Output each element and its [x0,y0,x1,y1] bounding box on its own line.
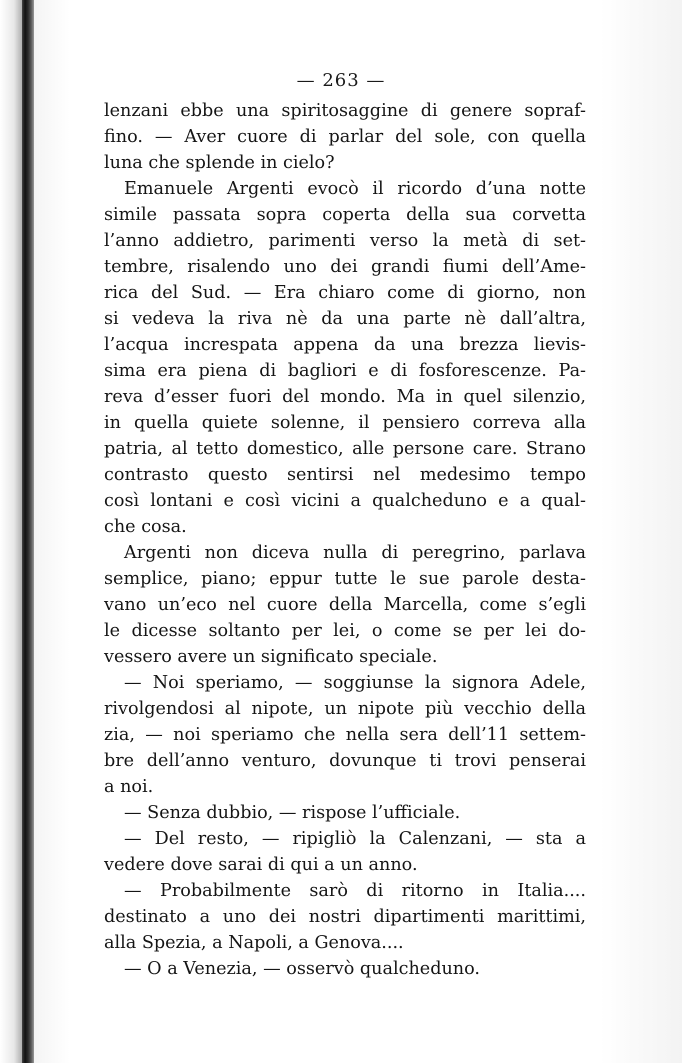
text-line: che cosa. [104,517,187,537]
page-number: — 263 — [296,70,386,91]
text-line: così lontani e così vicini a qualcheduno e a qual- [104,491,586,511]
text-line: vano un’eco nel cuore della Marcella, come s’egli [104,595,586,615]
text-line: — Senza dubbio, — rispose l’ufficiale. [124,803,461,823]
text-line: patria, al tetto domestico, alle persone care. Strano [104,439,586,459]
text-line: sima era piena di bagliori e di fosforescenze. Pa- [104,361,586,381]
text-line: alla Spezia, a Napoli, a Genova.... [104,933,404,953]
text-line: — Del resto, — ripigliò la Calenzani, — sta a [124,829,586,849]
text-line: l’acqua increspata appena da una brezza lievis- [104,335,586,355]
text-line: Emanuele Argenti evocò il ricordo d’una notte [124,179,586,199]
text-line: zia, — noi speriamo che nella sera dell’11 settem- [104,725,586,745]
binding-shadow [0,0,22,1063]
text-line: rica del Sud. — Era chiaro come di giorno, non [104,283,586,303]
text-line: le dicesse soltanto per lei, o come se per lei do- [104,621,586,641]
text-line: a noi. [104,777,154,797]
body-text [104,98,586,982]
text-line: vedere dove sarai di qui a un anno. [104,855,418,875]
text-line: reva d’esser fuori del mondo. Ma in quel silenzio, [104,387,586,407]
text-line: bre dell’anno venturo, dovunque ti trovi penserai [104,751,586,771]
book-binding [22,0,34,1063]
text-line: contrasto questo sentirsi nel medesimo tempo [104,465,586,485]
text-line: — Noi speriamo, — soggiunse la signora Adele, [124,673,586,693]
text-line: destinato a uno dei nostri dipartimenti marittimi, [104,907,586,927]
text-line: simile passata sopra coperta della sua corvetta [104,205,586,225]
text-line: lenzani ebbe una spiritosaggine di genere sopraf- [104,101,586,121]
text-line: fino. — Aver cuore di parlar del sole, con quella [104,127,586,147]
text-line: rivolgendosi al nipote, un nipote più vecchio della [104,699,586,719]
text-line: — Probabilmente sarò di ritorno in Italia.... [124,881,586,901]
text-line: luna che splende in cielo? [104,153,335,173]
text-line: si vedeva la riva nè da una parte nè dall’altra, [104,309,586,329]
text-line: in quella quiete solenne, il pensiero correva alla [104,413,586,433]
text-line: l’anno addietro, parimenti verso la metà di set- [104,231,586,251]
text-line: Argenti non diceva nulla di peregrino, parlava [124,543,586,563]
text-line: semplice, piano; eppur tutte le sue parole desta- [104,569,586,589]
text-line: vessero avere un significato speciale. [104,647,438,667]
text-line: tembre, risalendo uno dei grandi fiumi dell’Ame- [104,257,586,277]
text-line: — O a Venezia, — osservò qualcheduno. [124,959,480,979]
